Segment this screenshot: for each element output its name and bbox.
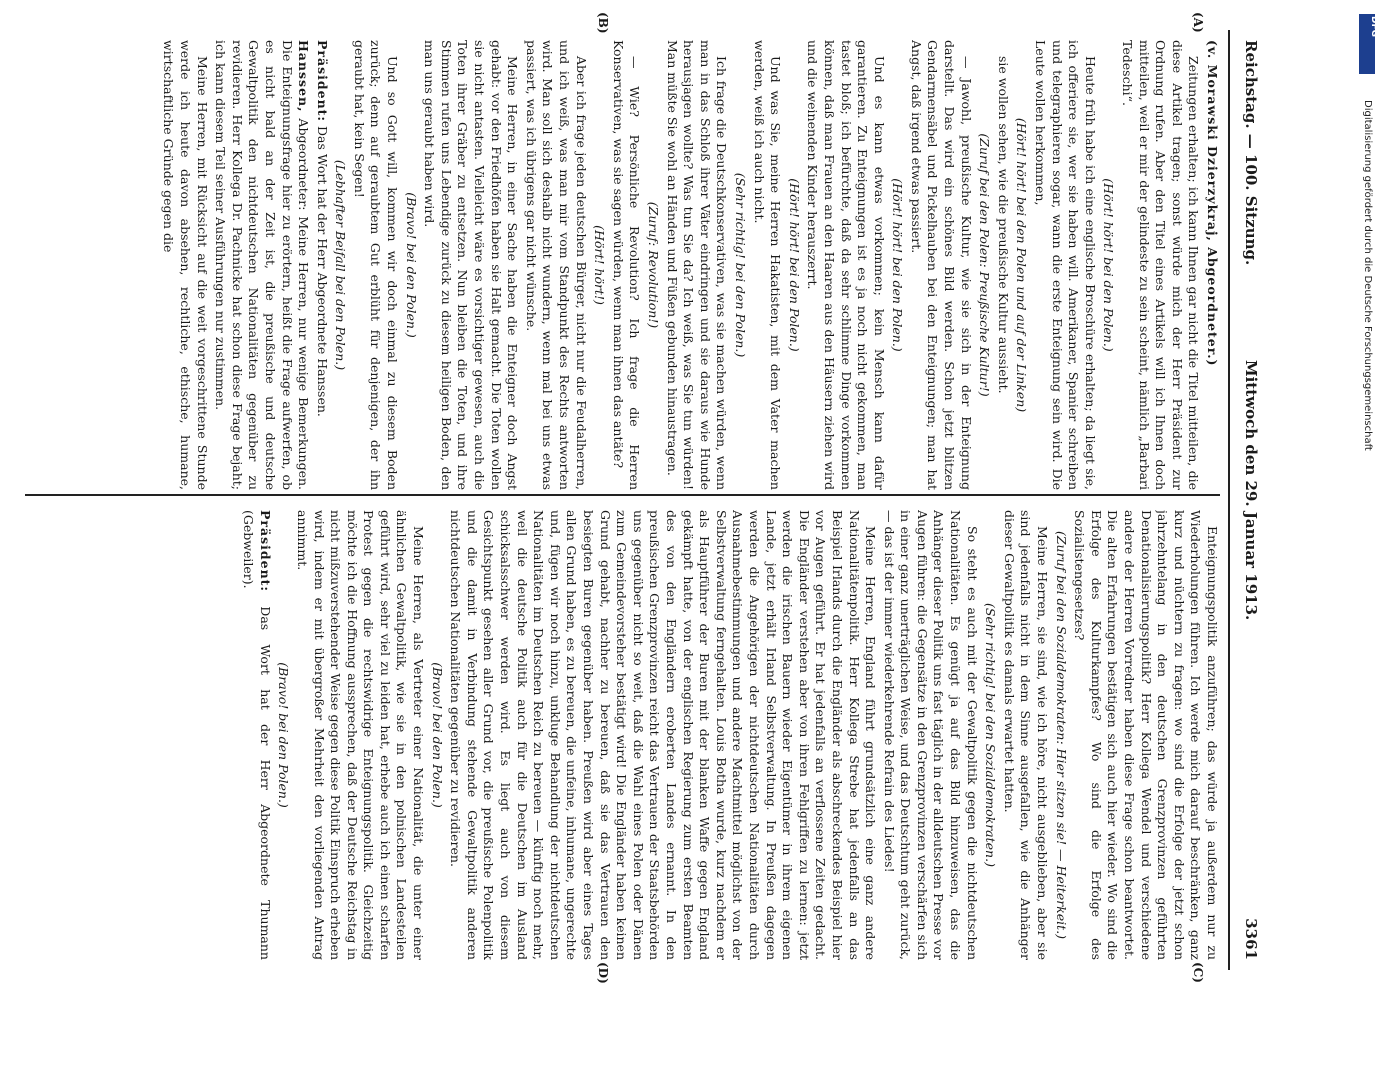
speaker-paragraph xyxy=(212,40,312,490)
speech-text: Abgeordneter: Meine Herren, nur wenige Bemerkungen. Die Enteignungsfrage hier zu erörtern, heißt die Frage aufwerfen, ob es nicht bald an der Zeit ist, die preußische und deutsche Gewaltpolitik den nichtdeutschen Nationalitäten gegenüber zu revidieren. Herr Kollega Dr. Pachnicke hat schon diese Frage bejaht; ich kann diesem Teil seiner Ausführungen nur zustimmen. xyxy=(213,40,312,490)
speech-paragraph: Heute früh habe ich eine englische Broschüre erhalten; da liegt sie, ich offeriere sie, wer sie haben will. Amerikaner, Spanier schreiben und telegraphieren sogar, wann die erste Enteignung sein wird. Die Leute wollen herkommen, xyxy=(1033,40,1098,490)
speaker-name: (v. Morawski Dzierzykraj, Abgeordneter.) xyxy=(1205,40,1220,367)
speaker-name: Präsident: xyxy=(257,510,273,593)
interjection: (Bravo! bei den Polen.) xyxy=(403,192,419,338)
dfg-logo: DFG xyxy=(1359,14,1375,74)
margin-marker-c: (C) xyxy=(1191,962,1205,983)
interjection: (Hört! hört! bei den Polen.) xyxy=(1101,178,1117,352)
interjection: (Hört! hört! bei den Polen.) xyxy=(786,178,802,352)
speaker-name: Präsident: xyxy=(314,40,330,123)
interjection: (Bravo! bei den Polen.) xyxy=(276,662,292,808)
speaker-paragraph xyxy=(313,40,330,490)
interjection: (Zuruf bei den Polen: Preußische Kultur!) xyxy=(977,133,993,397)
column-divider xyxy=(25,494,1220,496)
interjection: (Lebhafter Beifall bei den Polen.) xyxy=(333,159,349,371)
speech-paragraph: Und was Sie, meine Herren Hakatisten, mit dem Vater machen werden, weiß ich auch nicht. xyxy=(751,40,784,490)
interjection: (Hört! hört!) xyxy=(592,225,608,305)
digitization-credit xyxy=(1359,10,1377,990)
speech-paragraph: Zeitungen erhalten; ich kann Ihnen gar nicht die Titel mitteilen, die diese Artikel tragen; sonst würde mich der Herr Präsident zur Ordnung rufen. Aber den Titel eines Artikels will ich Ihnen doch mitteilen, weil er mir der gelindeste zu sein scheint, nämlich „Barbari Tedeschi“. xyxy=(1120,40,1202,490)
speech-text: Das Wort hat der Herr Abgeordnete Thumann (Gebweiler). xyxy=(241,510,273,960)
speech-text: Das Wort hat der Herr Abgeordnete Hanssen. xyxy=(314,126,330,417)
speech-paragraph: — Jawohl, preußische Kultur, wie sie sich in der Enteignung darstellt. Das wird ein schönes Bild werden. Schon jetzt blitzen Gendarmensäbel und Pickelhauben bei den Enteignungen; man hat Angst, daß irgend etwas passiert. xyxy=(908,40,974,490)
interjection: (Bravo! bei den Polen.) xyxy=(429,662,445,808)
margin-marker-d: (D) xyxy=(596,962,610,984)
speaker-paragraph xyxy=(240,510,273,960)
interjection: (Sehr richtig! bei den Sozialdemokraten.) xyxy=(983,603,999,867)
interjection: (Zuruf: Revolution!) xyxy=(646,201,661,329)
interjection: (Sehr richtig! bei den Polen.) xyxy=(732,172,748,358)
speech-paragraph: Enteignungspolitik anzuführen; das würde ja außerdem nur zu Wiederholungen führen. Ich werde mich darauf beschränken, ganz kurz und nüchtern zu fragen: wo sind die Erfolge der jetzt schon jahrzehntelang in den deutschen Grenzprovinzen geführten Denationalisierungspolitik? Herr Kollega Wendel und verschiedene andere der Herren Vorredner haben diese Frage schon beantwortet. Die alten Erfahrungen bestätigen sich auch hier wieder. Wo sind die Erfolge des Kulturkampfes? Wo sind die Erfolge des Sozialistengesetzes? xyxy=(1072,510,1220,960)
speech-paragraph: — Wie? Persönliche Revolution? Ich frage die Herren Konservativen, was sie sagen würden, wenn man ihnen das antäte? xyxy=(610,40,643,490)
header-session: Reichstag. — 100. Sitzung. xyxy=(1242,40,1260,266)
speech-paragraph: Und es kann etwas vorkommen; kein Mensch kann dafür garantieren. Zu Enteignungen ist es ja noch nicht gekommen, man tastet bloß; ich befürchte, daß da sehr schlimme Dinge vorkommen können, daß man Frauen an den Haaren aus den Häusern ziehen wird und die weinenden Kinder herauszerrt. xyxy=(805,40,887,490)
speech-paragraph: Meine Herren, England führt grundsätzlich eine ganz andere Nationalitätenpolitik. Herr Kollega Strebe hat jedenfalls an das Beispiel Irlands durch die Engländer als abschreckendes Beispiel hier vor Augen geführt. Er hat jedenfalls an verflossene Zeiten gedacht. Die Engländer verstehen aber von ihren Fehlgriffen zu lernen: jetzt werden die irischen Bauern wieder Eigentümer in ihrem eigenen Lande, jetzt erhält Irland Selbstverwaltung. In Preußen dagegen werden die Angehörigen der nichtdeutschen Nationalitäten durch Ausnahmebestimmungen und andere Machtmittel möglichst von der Selbstverwaltung ferngehalten. Louis Botha wurde, kurz nachdem er als Hauptführer der Buren mit der blanken Waffe gegen England gekämpft hatte, von der englischen Regierung zum ersten Beamten des von den Engländern eroberten Landes ernannt. In den preußischen Grenzprovinzen reicht das Vertrauen der Staatsbehörden uns gegenüber nicht so weit, daß die Wahl eines Polen oder Dänen zum Gemeindevorsteher bestätigt wird! Die Engländer haben keinen Grund gehabt, nachher zu bereuen, daß sie das Vertrauen den besiegten Buren gegenüber haben. Preußen wird aber eines Tages allen Grund haben, es zu bereuen, die unfeine, inhumane, ungerechte und, fügen wir noch hinzu, unkluge Behandlung der nichtdeutschen Nationalitäten im Deutschen Reich zu bereuen — künftig noch mehr, weil die deutsche Politik auch für die Deutschen im Ausland schicksalsschwer werden wird. Es liegt auch von diesem Gesichtspunkt gesehen aller Grund vor, die preußische Polenpolitik und die damit in Verbindung stehende Gewaltpolitik anderen nichtdeutschen Nationalitäten gegenüber zu revidieren. xyxy=(448,510,879,960)
speech-paragraph: Ich frage die Deutschkonservativen, was sie machen würden, wenn man in das Schloß ihrer Väter eindringen und sie daraus wie Hunde herausjagen wollte? Was tun Sie da? Ich weiß, was Sie tun würden! Man müßte Sie wohl an Händen und Füßen gebunden hinaustragen. xyxy=(664,40,730,490)
speech-paragraph: Meine Herren, als Vertreter einer Nationalität, die unter einer ähnlichen Gewaltpolitik, wie sie in den polnischen Landesteilen geführt wird, sehr viel zu leiden hat, erhebe auch ich einen scharfen Protest gegen die rechtswidrige Enteignungspolitik. Gleichzeitig möchte ich die Hoffnung aussprechen, daß der Deutsche Reichstag in nicht mißzuverstehender Weise gegen diese Politik Einspruch erheben wird, indem er mit übergroßer Mehrheit den vorliegenden Antrag annimmt. xyxy=(294,510,427,960)
margin-marker-b: (B) xyxy=(596,12,610,34)
margin-marker-a: (A) xyxy=(1191,12,1205,33)
left-text-column xyxy=(25,40,1220,490)
speech-paragraph: sie wollen sehen, wie die preußische Kultur aussieht. xyxy=(995,56,1011,394)
speech-paragraph: Meine Herren, in einer Sache haben die Enteigner doch Angst gehabt: vor den Friedhöfen haben sie Halt gemacht. Die Toten wollen sie nicht antasten. Vielleicht wäre es vorsichtiger gewesen, auch die Toten ihrer Gräber zu entsetzen. Nun bleiben die Toten, und ihre Stimmen rufen uns Lebendige zurück zu diesem heiligen Boden, den man uns geraubt haben wird. xyxy=(422,40,521,490)
speech-paragraph: Und so Gott will, kommen wir doch einmal zu diesem Boden zurück; denn auf geraubtem Gut erblüht für denjenigen, der ihn geraubt hat, kein Segen! xyxy=(351,40,401,490)
speaker-name: Hanssen, xyxy=(296,40,312,113)
page-number: 3361 xyxy=(1242,918,1260,960)
header-date: Mittwoch den 29. Januar 1913. xyxy=(1242,360,1260,621)
digitization-credit-text: Digitalisierung gefördert durch die Deutsche Forschungsgemeinschaft xyxy=(1362,100,1373,451)
interjection: (Hört! hört! bei den Polen.) xyxy=(890,178,906,352)
interjection: (Zuruf bei den Sozialdemokraten: Hier sitzen sie! — Heiterkeit.) xyxy=(1053,530,1069,940)
speech-paragraph: Meine Herren, mit Rücksicht auf die weit vorgeschrittene Stunde werde ich heute davon absehen, rechtliche, ethische, humane, wirtschaftliche Gründe gegen die xyxy=(161,40,210,490)
interjection: (Hört! hört! bei den Polen und auf der Linken) xyxy=(1014,117,1030,413)
right-text-column xyxy=(25,510,1220,960)
speech-paragraph: Aber ich frage jeden deutschen Bürger, nicht nur die Feudalherren, und ich weiß, was man mir vom Standpunkt des Rechts antworten wird. Man soll sich deshalb nicht wundern, wenn mal bei uns etwas passiert, was ich übrigens gar nicht wünsche. xyxy=(523,40,589,490)
speaker-paragraph xyxy=(1203,40,1220,490)
page-header xyxy=(1228,30,1270,970)
speech-paragraph: So steht es auch mit der Gewaltpolitik gegen die nichtdeutschen Nationalitäten. Es genügt ja auf das Bild hinzuweisen, das die Anhänger dieser Politik uns fast täglich in der alldeutschen Presse vor Augen führen: die Gegensätze in den Grenzprovinzen verschärfen sich in einer ganz unerträglichen Weise, und das Deutschtum geht zurück, — das ist der immer wiederkehrende Refrain des Liedes! xyxy=(881,510,980,960)
speech-paragraph: Meine Herren, sie sind, wie ich höre, nicht ausgeblieben, aber sie sind jedenfalls nicht in dem Sinne ausgefallen, wie die Anhänger dieser Gewaltpolitik es damals erwartet hatten. xyxy=(1001,510,1051,960)
